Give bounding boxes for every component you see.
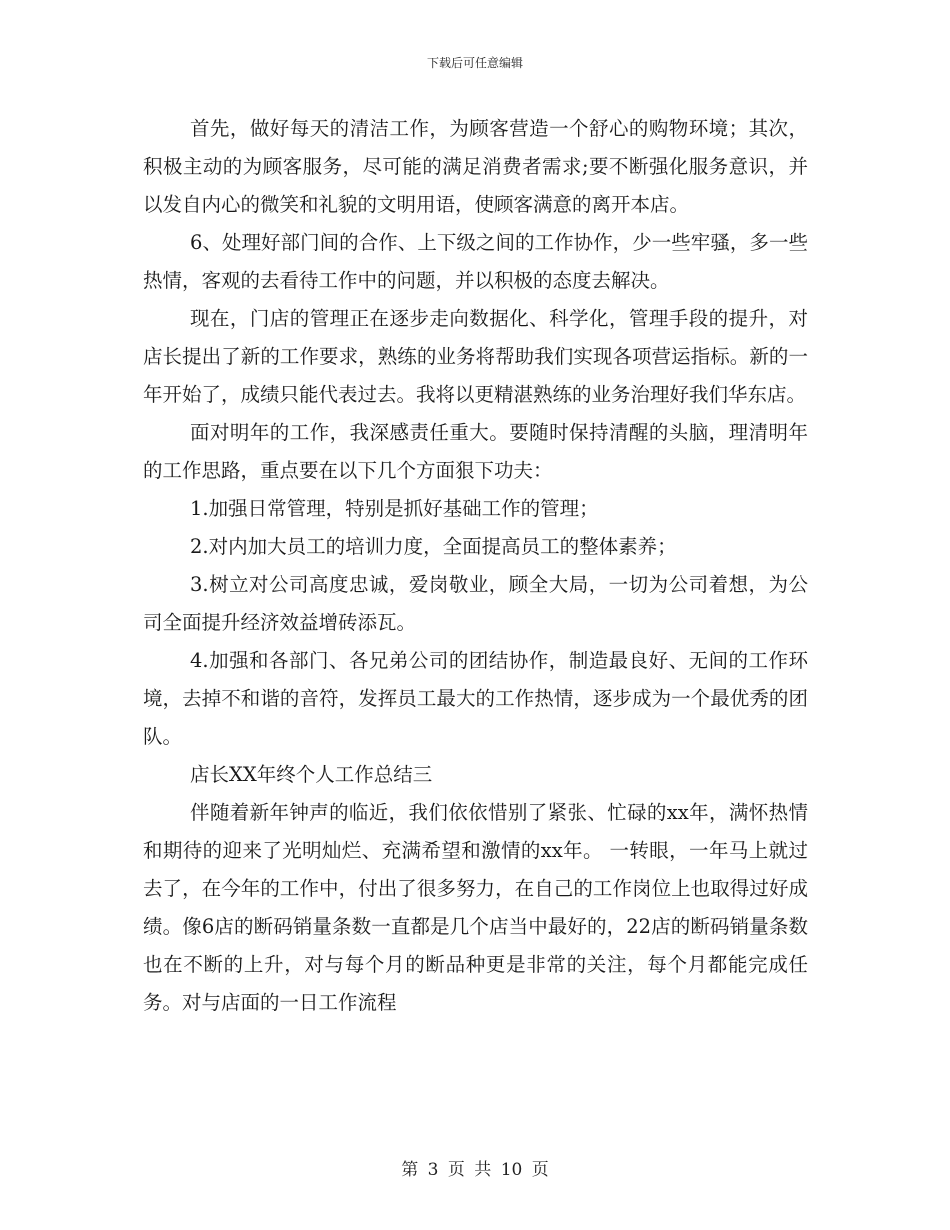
paragraph-cooperation: 6、处理好部门间的合作、上下级之间的工作协作，少一些牢骚，多一些热情，客观的去看待工作中的问题，并以积极的态度去解决。 bbox=[143, 231, 808, 292]
page-number: 第 3 页 共 10 页 bbox=[401, 1160, 549, 1180]
paragraph-next-year: 面对明年的工作，我深感责任重大。要随时保持清醒的头脑，理清明年的工作思路，重点要在以下几个方面狠下功夫： bbox=[143, 421, 808, 482]
list-item-2: 2.对内加大员工的培训力度，全面提高员工的整体素养； bbox=[190, 535, 677, 558]
list-item-4: 4.加强和各部门、各兄弟公司的团结协作，制造最良好、无间的工作环境，去掉不和谐的音符，发挥员工最大的工作热情，逐步成为一个最优秀的团队。 bbox=[143, 649, 808, 748]
section-title: 店长XX年终个人工作总结三 bbox=[190, 763, 433, 786]
paragraph-new-year: 伴随着新年钟声的临近，我们依依惜别了紧张、忙碌的xx年，满怀热情和期待的迎来了光明灿烂、充满希望和激情的xx年。 一转眼，一年马上就过去了，在今年的工作中，付出了很多努力，在自己的工作岗位上也取得过好成绩。像6店的断码销量条数一直都是几个店当中最好的，22店的断码销量条数也在不断的上升，对与每个月的断品种更是非常的关注，每个月都能完成任务。对与店面的一日工作流程 bbox=[143, 801, 808, 1014]
list-item-1: 1.加强日常管理，特别是抓好基础工作的管理； bbox=[190, 497, 599, 520]
paragraph-cleaning-service: 首先，做好每天的清洁工作，为顾客营造一个舒心的购物环境；其次，积极主动的为顾客服务，尽可能的满足消费者需求;要不断强化服务意识，并以发自内心的微笑和礼貌的文明用语，使顾客满意的离开本店。 bbox=[143, 117, 808, 216]
list-item-3: 3.树立对公司高度忠诚，爱岗敬业，顾全大局，一切为公司着想，为公司全面提升经济效益增砖添瓦。 bbox=[143, 573, 808, 634]
page-header: 下载后可任意编辑 bbox=[426, 56, 523, 70]
document-body bbox=[143, 110, 808, 1022]
paragraph-management: 现在，门店的管理正在逐步走向数据化、科学化，管理手段的提升，对店长提出了新的工作要求，熟练的业务将帮助我们实现各项营运指标。新的一年开始了，成绩只能代表过去。我将以更精湛熟练的业务治理好我们华东店。 bbox=[143, 307, 808, 406]
